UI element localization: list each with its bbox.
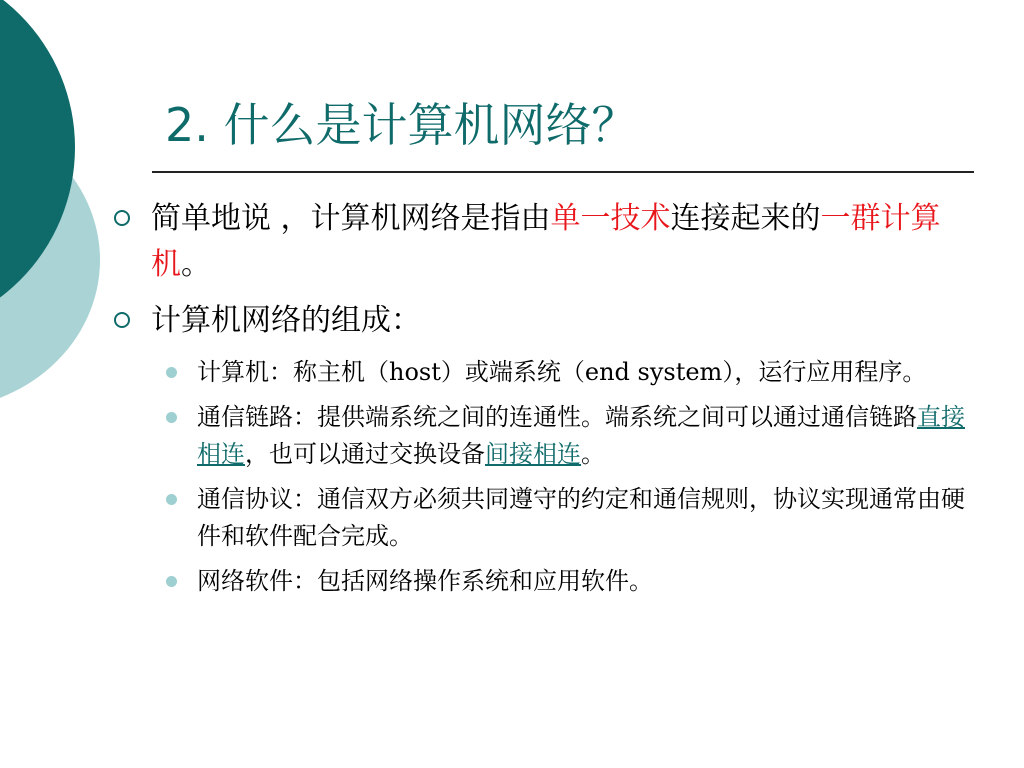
definition-text-2: 连接起来的 xyxy=(670,201,821,236)
indirect-connection-link[interactable]: 间接相连 xyxy=(485,440,581,468)
link-text-2: ，也可以通过交换设备 xyxy=(245,440,485,468)
network-software-text: 网络软件：包括网络操作系统和应用软件。 xyxy=(197,567,653,595)
direct-connection-link[interactable]: 直接相连 xyxy=(197,403,965,468)
computer-text: 计算机：称主机（host）或端系统（end system），运行应用程序。 xyxy=(197,358,927,386)
dot-bullet-icon xyxy=(166,494,177,505)
protocol-text: 通信协议：通信双方必须共同遵守的约定和通信规则，协议实现通常由硬件和软件配合完成。 xyxy=(197,485,965,550)
slide-content xyxy=(110,196,990,608)
slide-title: 2. 什么是计算机网络？ xyxy=(165,98,638,152)
bullet-components xyxy=(110,298,983,344)
dot-bullet-icon xyxy=(166,576,177,587)
highlight-group-of-computers: 一群计算机 xyxy=(151,201,941,282)
components-heading: 计算机网络的组成： xyxy=(151,303,421,338)
sub-bullet-computer xyxy=(110,354,977,391)
sub-bullet-communication-link xyxy=(110,399,977,473)
link-text-3: 。 xyxy=(581,440,605,468)
highlight-single-technology: 单一技术 xyxy=(550,201,671,236)
dot-bullet-icon xyxy=(166,367,177,378)
title-divider xyxy=(152,171,974,173)
definition-text-1: 简单地说 ，计算机网络是指由 xyxy=(151,201,551,236)
bullet-definition xyxy=(110,196,983,288)
sub-bullet-network-software xyxy=(110,563,977,600)
dot-bullet-icon xyxy=(166,412,177,423)
sub-bullet-protocol xyxy=(110,481,977,555)
definition-text-3: 。 xyxy=(181,247,211,282)
hollow-circle-bullet-icon xyxy=(114,210,130,226)
hollow-circle-bullet-icon xyxy=(114,312,130,328)
link-text-1: 通信链路：提供端系统之间的连通性。端系统之间可以通过通信链路 xyxy=(197,403,917,431)
